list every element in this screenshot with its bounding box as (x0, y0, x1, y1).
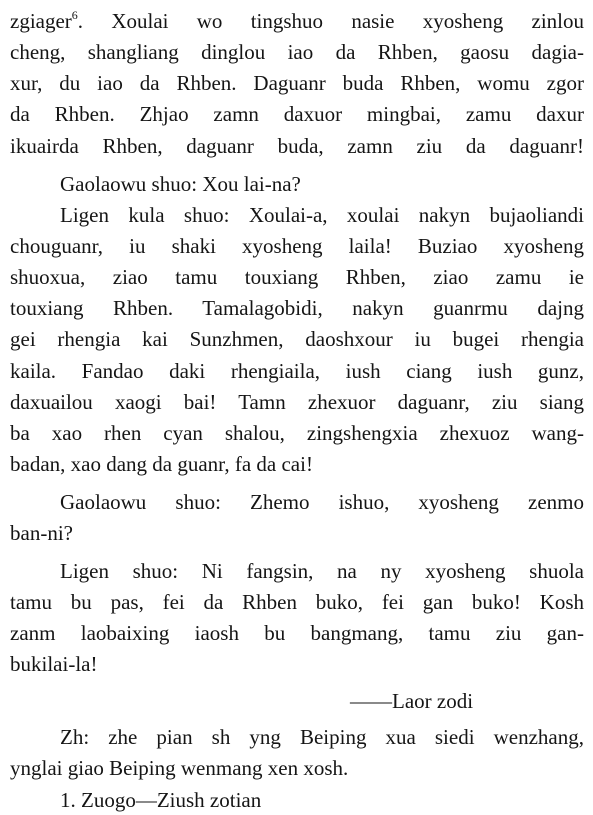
text-line: kaila. Fandao daki rhengiaila, iush ciang iush gunz, (10, 359, 584, 383)
text-line: da Rhben. Zhjao zamn daxuor mingbai, zamu daxur (10, 102, 584, 126)
text-line: shuoxua, ziao tamu touxiang Rhben, ziao zamu ie (10, 265, 584, 289)
text-line: cheng, shangliang dinglou iao da Rhben, gaosu dagia- (10, 40, 584, 64)
text-line: ikuairda Rhben, daguanr buda, zamn ziu da daguanr! (10, 134, 584, 158)
text-line: chouguanr, iu shaki xyosheng laila! Buziao xyosheng (10, 234, 584, 258)
footnote-item: 1. Zuogo—Ziush zotian (60, 788, 262, 812)
paragraph-first-line: Ligen shuo: Ni fangsin, na ny xyosheng shuola (60, 559, 584, 583)
text-line: tamu bu pas, fei da Rhben buko, fei gan buko! Kosh (10, 590, 584, 614)
note-line: ynglai giao Beiping wenmang xen xosh. (10, 756, 349, 780)
text-line-start: zgiager (10, 9, 72, 33)
text-line: xur, du iao da Rhben. Daguanr buda Rhben, womu zgor (10, 71, 584, 95)
text-line: badan, xao dang da guanr, fa da cai! (10, 452, 313, 476)
text-line-rest: . Xoulai wo tingshuo nasie xyosheng zinlou (77, 9, 584, 33)
paragraph-first-line: Gaolaowu shuo: Zhemo ishuo, xyosheng zenmo (60, 490, 584, 514)
text-line: bukilai-la! (10, 652, 98, 676)
author-signature: ——Laor zodi (350, 689, 474, 713)
paragraph-first-line: Ligen kula shuo: Xoulai-a, xoulai nakyn bujaoliandi (60, 203, 584, 227)
paragraph-first-line: Gaolaowu shuo: Xou lai-na? (60, 172, 301, 196)
footnote-marker: 6 (71, 8, 78, 22)
text-line: zanm laobaixing iaosh bu bangmang, tamu ziu gan- (10, 621, 584, 645)
text-line (10, 6, 584, 36)
text-line: touxiang Rhben. Tamalagobidi, nakyn guanrmu dajng (10, 296, 584, 320)
note-line: Zh: zhe pian sh yng Beiping xua siedi wenzhang, (60, 725, 584, 749)
text-line: gei rhengia kai Sunzhmen, daoshxour iu bugei rhengia (10, 327, 584, 351)
text-line: ba xao rhen cyan shalou, zingshengxia zhexuoz wang- (10, 421, 584, 445)
text-line: ban-ni? (10, 521, 73, 545)
text-line: daxuailou xaogi bai! Tamn zhexuor daguanr, ziu siang (10, 390, 584, 414)
